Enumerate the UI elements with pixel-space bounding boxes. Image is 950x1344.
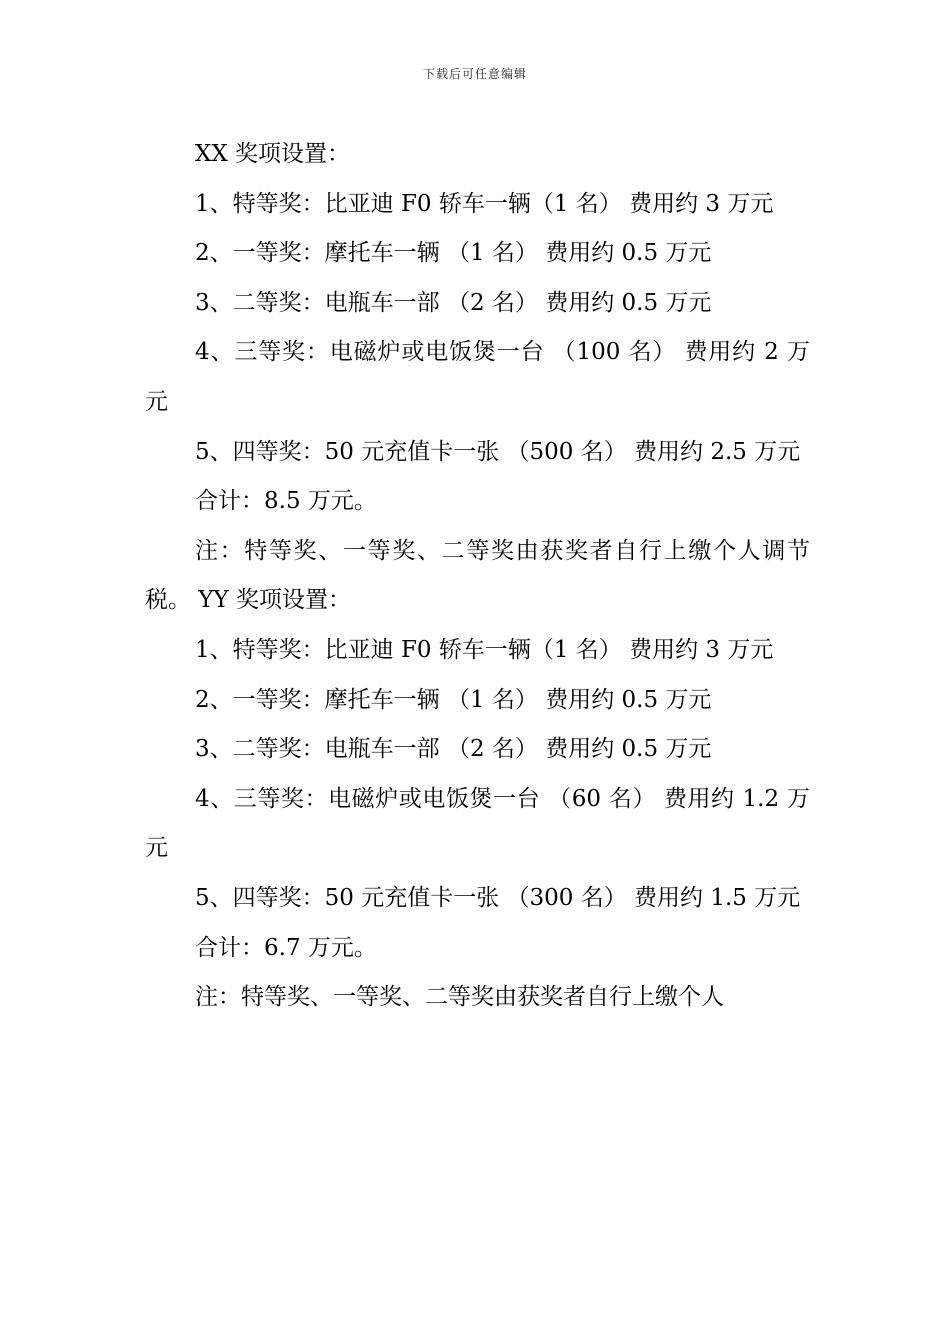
prize-item: 4、三等奖：电磁炉或电饭煲一台 （100 名） 费用约 2 万元 [145,339,810,415]
prize-item: 1、特等奖：比亚迪 F0 轿车一辆（1 名） 费用约 3 万元 [195,190,774,217]
total-line: 合计：6.7 万元。 [195,934,377,961]
prize-item: 2、一等奖：摩托车一辆 （1 名） 费用约 0.5 万元 [195,240,712,267]
note-paragraph: 注：特等奖、一等奖、二等奖由获奖者自行上缴个人 [195,984,724,1011]
section-heading-xx: XX 奖项设置： [195,141,351,167]
prize-item: 5、四等奖：50 元充值卡一张 （300 名） 费用约 1.5 万元 [195,884,801,911]
page-header-note: 下载后可任意编辑 [422,67,527,81]
total-line: 合计：8.5 万元。 [195,488,377,515]
prize-item: 3、二等奖：电瓶车一部 （2 名） 费用约 0.5 万元 [195,289,712,316]
document-body [145,130,810,1023]
note-paragraph: 注：特等奖、一等奖、二等奖由获奖者自行上缴个人调节税。 YY 奖项设置： [145,537,810,614]
prize-item: 2、一等奖：摩托车一辆 （1 名） 费用约 0.5 万元 [195,686,712,713]
prize-item: 5、四等奖：50 元充值卡一张 （500 名） 费用约 2.5 万元 [195,438,801,465]
prize-item: 1、特等奖：比亚迪 F0 轿车一辆（1 名） 费用约 3 万元 [195,636,774,663]
prize-item: 3、二等奖：电瓶车一部 （2 名） 费用约 0.5 万元 [195,736,712,763]
prize-item: 4、三等奖：电磁炉或电饭煲一台 （60 名） 费用约 1.2 万元 [145,785,810,862]
